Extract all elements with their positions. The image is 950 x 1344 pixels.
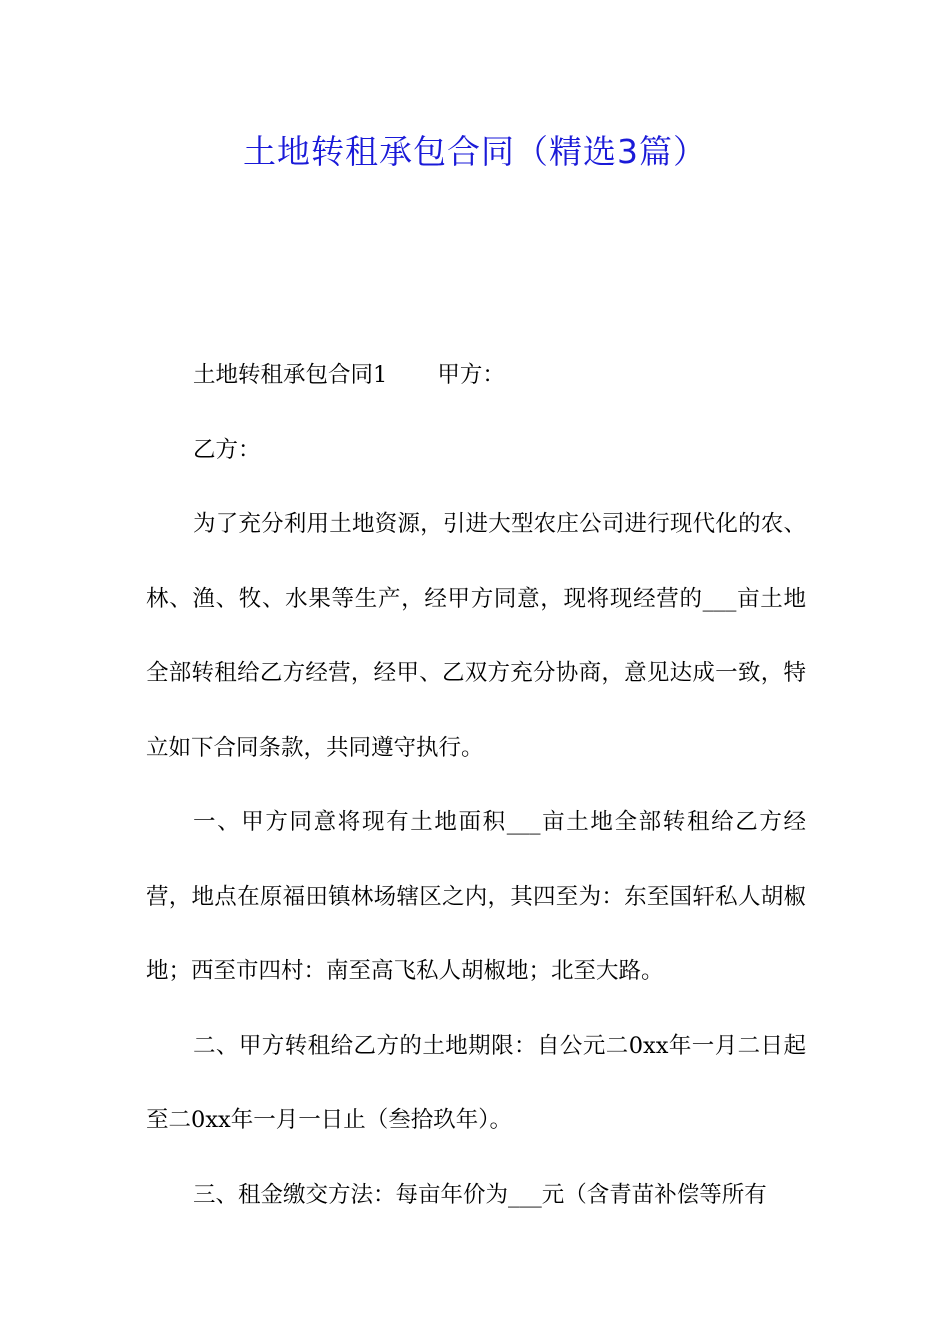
document-body <box>146 338 806 1232</box>
paragraph-party-a <box>146 338 806 413</box>
paragraph-preamble: 为了充分利用土地资源，引进大型农庄公司进行现代化的农、林、渔、牧、水果等生产，经甲方同意，现将现经营的___亩土地全部转租给乙方经营，经甲、乙双方充分协商，意见达成一致，特立如下合同条款，共同遵守执行。 <box>146 511 806 761</box>
paragraph-clause-1: 一、甲方同意将现有土地面积___亩土地全部转租给乙方经营，地点在原福田镇林场辖区之内，其四至为：东至国轩私人胡椒地；西至市四村：南至高飞私人胡椒地；北至大路。 <box>146 809 806 984</box>
paragraph-clause-3: 三、租金缴交方法：每亩年价为___元（含青苗补偿等所有 <box>193 1181 767 1208</box>
paragraph-clause-2: 二、甲方转租给乙方的土地期限：自公元二0xx年一月二日起至二0xx年一月一日止（叁拾玖年）。 <box>146 1032 806 1133</box>
party-a-label: 甲方： <box>437 362 505 388</box>
paragraph-party-b: 乙方： <box>193 436 261 463</box>
section-heading: 土地转租承包合同1 <box>193 362 388 388</box>
document-title: 土地转租承包合同（精选3篇） <box>243 132 707 171</box>
